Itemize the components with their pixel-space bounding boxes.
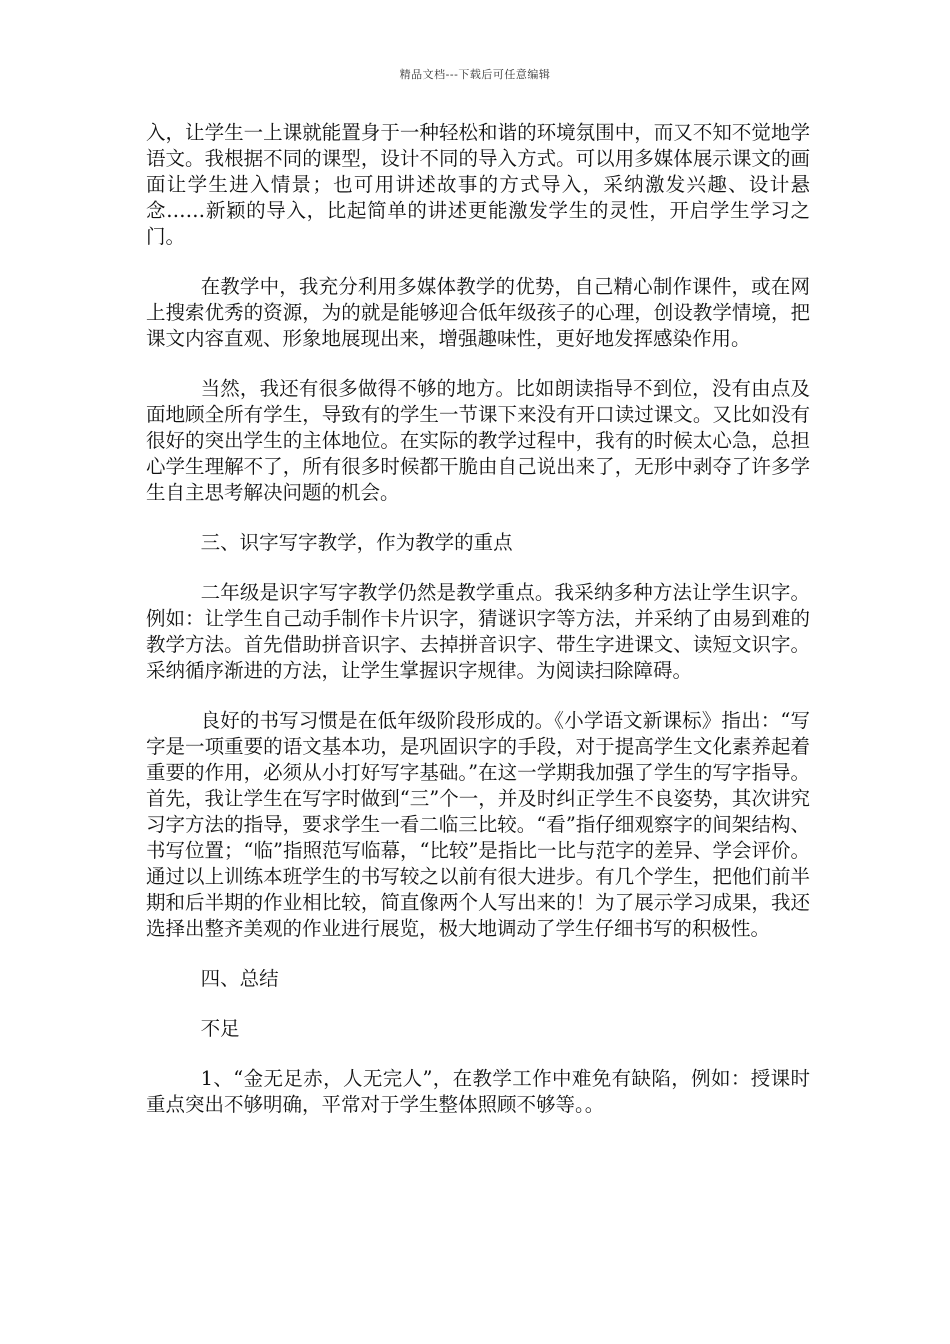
page-header: 精品文档---下载后可任意编辑 (399, 68, 551, 81)
section-heading-literacy: 三、识字写字教学，作为教学的重点 (200, 531, 513, 554)
paragraph-multimedia: 在教学中，我充分利用多媒体教学的优势，自己精心制作课件，或在网上搜索优秀的资源，为的就是能够迎合低年级孩子的心理，创设教学情境，把课文内容直观、形象地展现出来，增强趣味性，更好地发挥感染作用。 (146, 275, 810, 350)
paragraph-writing-habits: 良好的书写习惯是在低年级阶段形成的。《小学语文新课标》指出：“写字是一项重要的语文基本功，是巩固识字的手段，对于提高学生文化素养起着重要的作用，必须从小打好写字基础。”在这一学期我加强了学生的写字指导。首先，我让学生在写字时做到“三”个一，并及时纠正学生不良姿势，其次讲究习字方法的指导，要求学生一看二临三比较。“看”指仔细观察字的间架结构、书写位置；“临”指照范写临幕，“比较”是指比一比与范字的差异、学会评价。通过以上训练本班学生的书写较之以前有很大进步。有几个学生，把他们前半期和后半期的作业相比较，简直像两个人写出来的！为了展示学习成果，我还选择出整齐美观的作业进行展览，极大地调动了学生仔细书写的积极性。 (146, 709, 810, 940)
paragraph-intro-continuation: 入，让学生一上课就能置身于一种轻松和谐的环境氛围中，而又不知不觉地学语文。我根据不同的课型，设计不同的导入方式。可以用多媒体展示课文的画面让学生进入情景；也可用讲述故事的方式导入，采纳激发兴趣、设计悬念……新颖的导入，比起简单的讲述更能激发学生的灵性，开启学生学习之门。 (146, 121, 810, 248)
document-body (146, 120, 810, 1142)
paragraph-shortcomings: 当然，我还有很多做得不够的地方。比如朗读指导不到位，没有由点及面地顾全所有学生，导致有的学生一节课下来没有开口读过课文。又比如没有很好的突出学生的主体地位。在实际的教学过程中，我有的时候太心急，总担心学生理解不了，所有很多时候都干脆由自己说出来了，无形中剥夺了许多学生自主思考解决问题的机会。 (146, 377, 810, 504)
paragraph-deficiency-1: 1、“金无足赤，人无完人”，在教学工作中难免有缺陷，例如：授课时重点突出不够明确，平常对于学生整体照顾不够等。。 (146, 1067, 810, 1116)
section-heading-summary: 四、总结 (200, 967, 279, 990)
subheading-deficiencies: 不足 (200, 1017, 240, 1040)
paragraph-literacy-methods: 二年级是识字写字教学仍然是教学重点。我采纳多种方法让学生识字。例如：让学生自己动手制作卡片识字，猜谜识字等方法，并采纳了由易到难的教学方法。首先借助拼音识字、去掉拼音识字、带生字进课文、读短文识字。采纳循序渐进的方法，让学生掌握识字规律。为阅读扫除障碍。 (146, 581, 810, 682)
